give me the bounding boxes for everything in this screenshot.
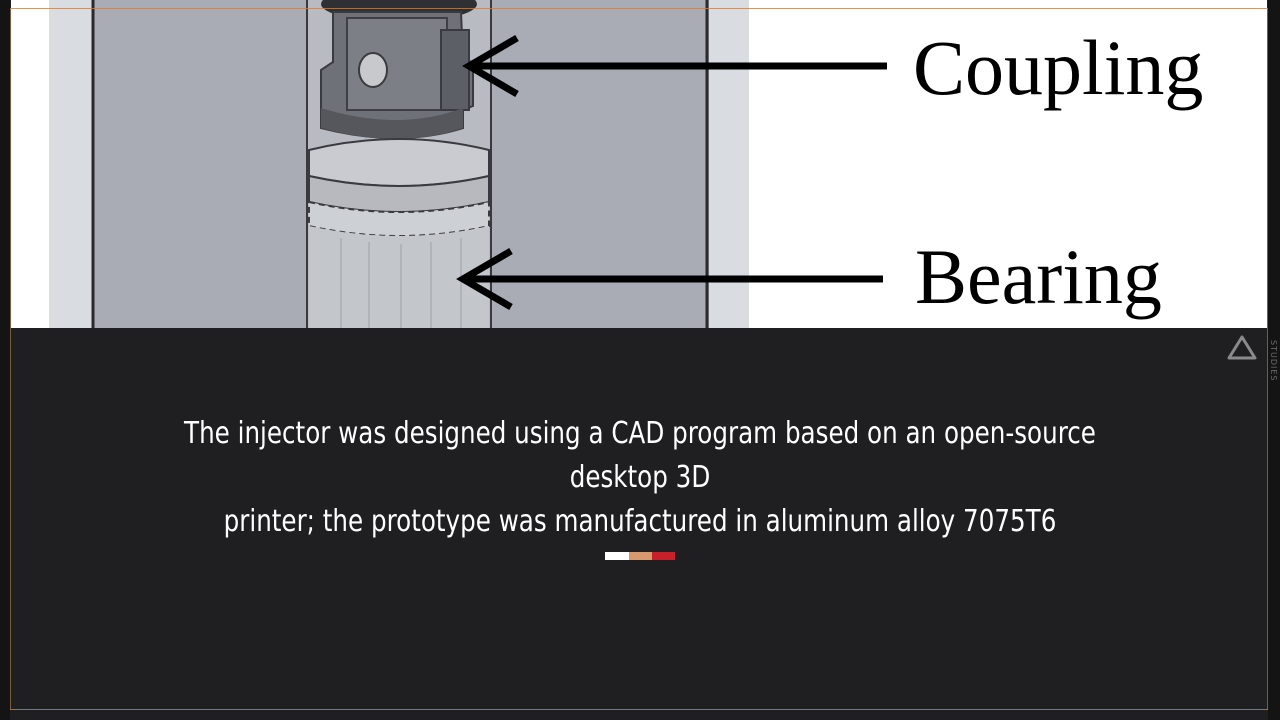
cad-figure	[11, 0, 1267, 328]
caption-line-1: The injector was designed using a CAD program based on an open-source desktop 3D	[184, 416, 1096, 495]
caption-line-2: printer; the prototype was manufactured in aluminum alloy 7075T6	[223, 504, 1057, 539]
bearing-label: Bearing	[915, 233, 1162, 320]
coupling-side	[441, 30, 469, 110]
progress-segment-3	[652, 552, 675, 560]
frame-rule-top	[10, 8, 1268, 9]
coupling-hole	[359, 53, 387, 87]
bearing-ring-top	[309, 139, 489, 186]
coupling-label: Coupling	[913, 24, 1204, 111]
progress-segment-1	[605, 552, 629, 560]
frame-rule-left	[10, 8, 11, 710]
caption	[148, 412, 1132, 544]
left-letterbox	[0, 0, 10, 720]
progress-segment-2	[629, 552, 652, 560]
progress-indicator	[605, 552, 675, 560]
cad-drawing	[11, 0, 1267, 328]
frame-rule-bottom	[10, 709, 1268, 710]
triangle-logo-icon	[1226, 334, 1258, 362]
brand-side-text: STUDIES	[1269, 340, 1278, 382]
